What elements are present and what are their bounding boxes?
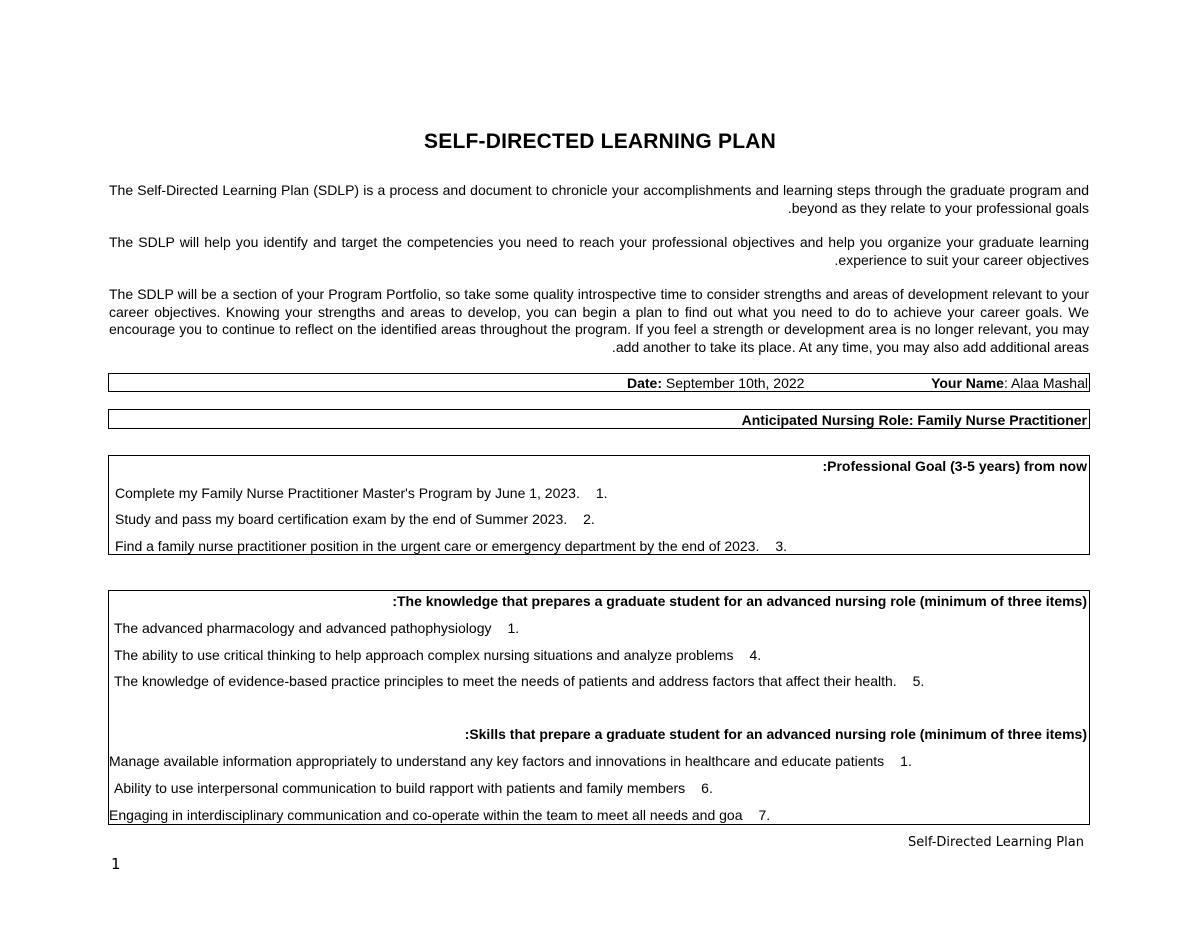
date-label: Date: xyxy=(627,375,663,391)
goal-item-1: Complete my Family Nurse Practitioner Master's Program by June 1, 2023. 1. xyxy=(115,485,608,501)
knowledge-item-2: The ability to use critical thinking to help approach complex nursing situations and analyze problems 4. xyxy=(114,647,762,663)
goal-item-2: Study and pass my board certification exam by the end of Summer 2023. 2. xyxy=(115,511,595,527)
nursing-role-text: Anticipated Nursing Role: Family Nurse Practitioner xyxy=(741,412,1087,428)
intro-paragraph-2: The SDLP will help you identify and target the competencies you need to reach your professional objectives and help you organize your graduate learning experience to suit your career objectives. xyxy=(109,234,1089,268)
goals-heading: Professional Goal (3-5 years) from now: xyxy=(822,458,1087,474)
nursing-role-box xyxy=(108,409,1090,429)
professional-goals-box xyxy=(108,455,1090,555)
page-number: 1 xyxy=(111,855,121,873)
intro-paragraph-1: The Self-Directed Learning Plan (SDLP) is a process and document to chronicle your accomplishments and learning steps through the graduate program and beyond as they relate to your professional goals. xyxy=(109,182,1089,216)
knowledge-heading: The knowledge that prepares a graduate student for an advanced nursing role (minimum of three items): xyxy=(392,593,1087,609)
skills-item-3: Engaging in interdisciplinary communication and co-operate within the team to meet all needs and goa 7. xyxy=(109,807,771,823)
page-title: SELF-DIRECTED LEARNING PLAN xyxy=(424,130,776,153)
date-value: September 10th, 2022 xyxy=(665,375,805,391)
name-label: Your Name xyxy=(931,375,1004,391)
knowledge-skills-box xyxy=(108,590,1090,825)
knowledge-item-1: The advanced pharmacology and advanced pathophysiology 1. xyxy=(114,620,520,636)
name-field xyxy=(931,375,1088,391)
skills-item-2: Ability to use interpersonal communication to build rapport with patients and family members 6. xyxy=(114,780,713,796)
skills-item-1: Manage available information appropriately to understand any key factors and innovations in healthcare and educate patients 1. xyxy=(109,753,912,769)
skills-heading: Skills that prepare a graduate student for an advanced nursing role (minimum of three items): xyxy=(464,726,1087,742)
knowledge-item-3: The knowledge of evidence-based practice principles to meet the needs of patients and address factors that affect their health. 5. xyxy=(114,673,925,689)
date-name-box xyxy=(108,373,1090,392)
intro-paragraph-3: The SDLP will be a section of your Program Portfolio, so take some quality introspective time to consider strengths and areas of development relevant to your career objectives. Knowing your strengths and areas to develop, you can begin a plan to find out what you need to do to achieve your career goals. We encourage you to continue to reflect on the identified areas throughout the program. If you feel a strength or development area is no longer relevant, you may add another to take its place. At any time, you may also add additional areas. xyxy=(109,286,1089,355)
goal-item-3: Find a family nurse practitioner position in the urgent care or emergency department by the end of 2023. 3. xyxy=(115,538,788,554)
name-value: : Alaa Mashal xyxy=(1003,375,1088,391)
running-footer-title: Self-Directed Learning Plan xyxy=(908,835,1084,850)
date-field xyxy=(627,375,804,391)
